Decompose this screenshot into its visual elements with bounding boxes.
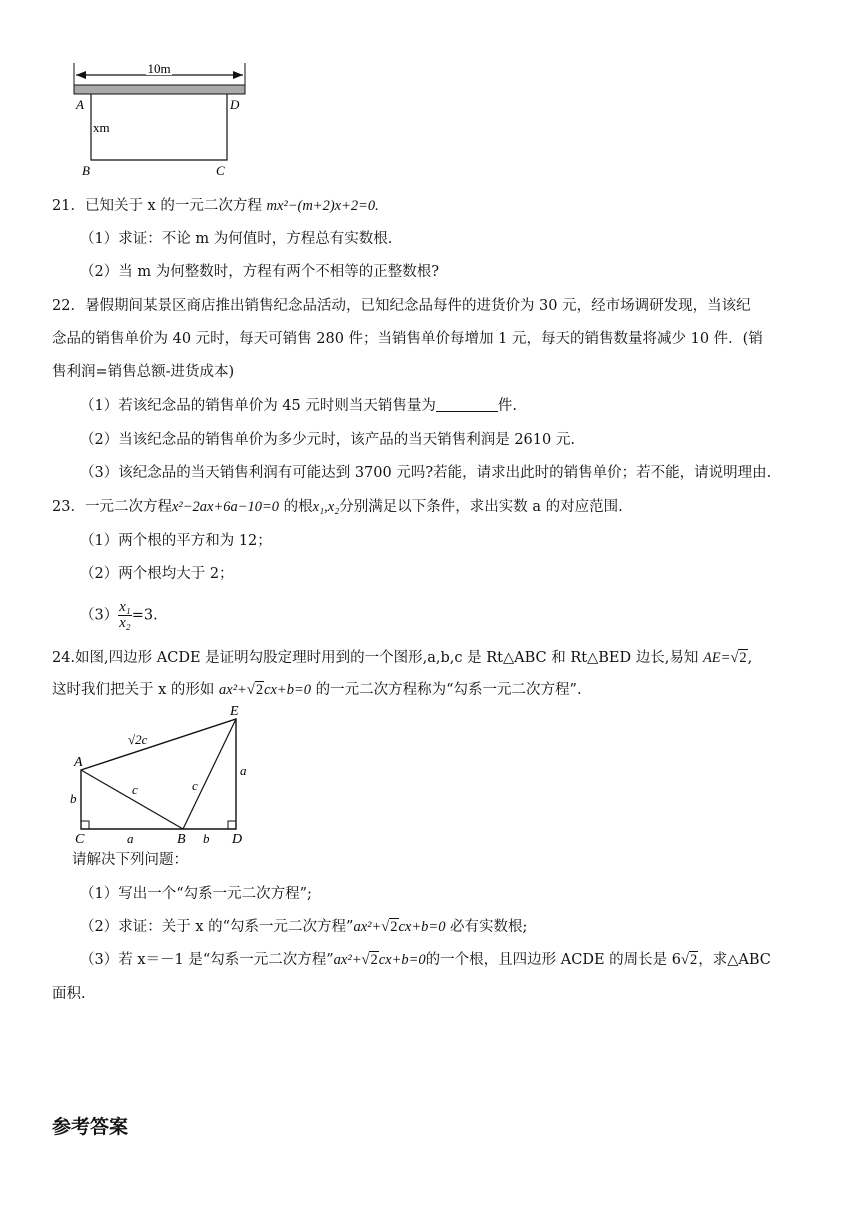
q24-part2-suffix: 必有实数根; bbox=[445, 919, 528, 935]
q21-stem-text: 21．已知关于 x 的一元二次方程 bbox=[52, 198, 267, 214]
q24-part3-text: （3）若 x＝－1 是“勾系一元二次方程” bbox=[80, 952, 334, 968]
q21-part1: （1）求证：不论 m 为何值时，方程总有实数根. bbox=[80, 231, 393, 247]
q23-roots: x₁,x₂ bbox=[312, 499, 340, 515]
vertex-a-label: A bbox=[74, 755, 83, 770]
ab-side-label: c bbox=[132, 782, 138, 797]
q24-prompt: 请解决下列问题： bbox=[72, 852, 188, 868]
q24-part3-mid: 的一个根，且四边形 ACDE 的周长是 6 bbox=[425, 952, 681, 968]
sqrt-2: √2 bbox=[730, 650, 747, 666]
radicand: 2 bbox=[370, 952, 378, 968]
ae-label: AE= bbox=[702, 650, 731, 666]
q23-stem-mid: 的根 bbox=[279, 499, 313, 515]
q23-stem bbox=[52, 497, 623, 517]
be-side-label: c bbox=[192, 778, 198, 793]
vertex-d-label: D bbox=[230, 97, 240, 112]
q23-equation: x²−2ax+6a−10=0 bbox=[171, 499, 280, 515]
eq-part-b: cx+b=0 bbox=[264, 682, 312, 698]
ae-side-label: √2c bbox=[128, 732, 148, 747]
vertex-b-label: B bbox=[82, 163, 90, 178]
fraction-denominator: x₂ bbox=[119, 615, 131, 631]
trapezoid-figure bbox=[64, 700, 264, 846]
ratio-fraction bbox=[118, 600, 131, 631]
q23-stem-suffix: 分别满足以下条件，求出实数 a 的对应范围. bbox=[339, 499, 623, 515]
radicand: 2 bbox=[390, 919, 398, 935]
eq-part-b: cx+b=0 bbox=[378, 952, 426, 968]
q24-line1-text: 24.如图,四边形 ACDE 是证明勾股定理时用到的一个图形,a,b,c 是 Rt△ABC 和 Rt△BED 边长,易知 bbox=[52, 650, 703, 666]
fraction-numerator: x₁ bbox=[119, 599, 131, 615]
radicand: 2 bbox=[739, 650, 747, 666]
radicand: 2 bbox=[255, 682, 264, 698]
q24-part2-text: （2）求证：关于 x 的“勾系一元二次方程” bbox=[80, 919, 354, 935]
q24-line1 bbox=[52, 648, 752, 668]
answer-heading: 参考答案 bbox=[52, 1116, 129, 1138]
q24-part1: （1）写出一个“勾系一元二次方程”; bbox=[80, 886, 312, 902]
rectangle-figure bbox=[66, 58, 256, 180]
q24-line2-suffix: 的一元二次方程称为“勾系一元二次方程”. bbox=[311, 682, 582, 698]
q22-part2: （2）当该纪念品的销售单价为多少元时，该产品的当天销售利润是 2610 元. bbox=[80, 432, 575, 448]
vertex-d-label: D bbox=[232, 832, 243, 846]
q23-stem-text: 23．一元二次方程 bbox=[52, 499, 172, 515]
vertex-c-label: C bbox=[75, 832, 85, 846]
answer-blank bbox=[436, 396, 498, 412]
comma: , bbox=[747, 650, 753, 666]
sqrt-2: √2 bbox=[246, 682, 264, 698]
vertex-b-label: B bbox=[177, 832, 186, 846]
eq-part-b: cx+b=0 bbox=[398, 919, 446, 935]
q22-part1-text: （1）若该纪念品的销售单价为 45 元时则当天销售量为 bbox=[80, 398, 436, 414]
q21-equation: mx²−(m+2)x+2=0. bbox=[266, 198, 379, 214]
eq-part-a: ax²+ bbox=[219, 682, 247, 698]
q24-part2 bbox=[80, 917, 527, 937]
q23-part3-suffix: =3. bbox=[131, 607, 158, 624]
bd-side-label: b bbox=[203, 831, 210, 846]
q24-part3 bbox=[80, 950, 771, 970]
q23-part3-text: （3） bbox=[80, 607, 119, 624]
sqrt-2: √2 bbox=[681, 952, 698, 968]
radicand: 2 bbox=[689, 952, 698, 968]
q24-part3-line2: 面积. bbox=[52, 986, 86, 1002]
height-label: xm bbox=[93, 120, 110, 135]
q22-part1-suffix: 件. bbox=[497, 398, 518, 414]
q23-part1: （1）两个根的平方和为 12； bbox=[80, 533, 272, 549]
q22-line1: 22．暑假期间某景区商店推出销售纪念品活动，已知纪念品每件的进货价为 30 元，经市场调研发现，当该纪 bbox=[52, 298, 751, 314]
eq-part-a: ax²+ bbox=[333, 952, 362, 968]
ac-side-label: b bbox=[70, 791, 77, 806]
vertex-c-label: C bbox=[216, 163, 225, 178]
sqrt-2: √2 bbox=[381, 919, 398, 935]
q24-line2 bbox=[52, 680, 582, 700]
ed-side-label: a bbox=[240, 763, 247, 778]
q23-part3 bbox=[80, 600, 158, 631]
sqrt-2: √2 bbox=[361, 952, 378, 968]
q21-part2: （2）当 m 为何整数时，方程有两个不相等的正整数根? bbox=[80, 264, 439, 280]
q21-stem bbox=[52, 196, 379, 216]
q23-part2: （2）两个根均大于 2； bbox=[80, 566, 234, 582]
q22-line3: 售利润=销售总额-进货成本) bbox=[52, 364, 235, 380]
q22-part1 bbox=[80, 396, 517, 416]
q22-part3: （3）该纪念品的当天销售利润有可能达到 3700 元吗?若能，请求出此时的销售单价；若不能，请说明理由. bbox=[80, 465, 772, 481]
vertex-e-label: E bbox=[230, 704, 239, 719]
q24-line2-text: 这时我们把关于 x 的形如 bbox=[52, 682, 220, 698]
q24-part3-suffix: ，求△ABC bbox=[698, 952, 771, 968]
eq-part-a: ax²+ bbox=[353, 919, 382, 935]
cb-side-label: a bbox=[127, 831, 134, 846]
q22-line2: 念品的销售单价为 40 元时，每天可销售 280 件；当销售单价每增加 1 元，每天的销售数量将减少 10 件．(销 bbox=[52, 331, 763, 347]
width-label: 10m bbox=[147, 61, 171, 76]
vertex-a-label: A bbox=[76, 97, 84, 112]
